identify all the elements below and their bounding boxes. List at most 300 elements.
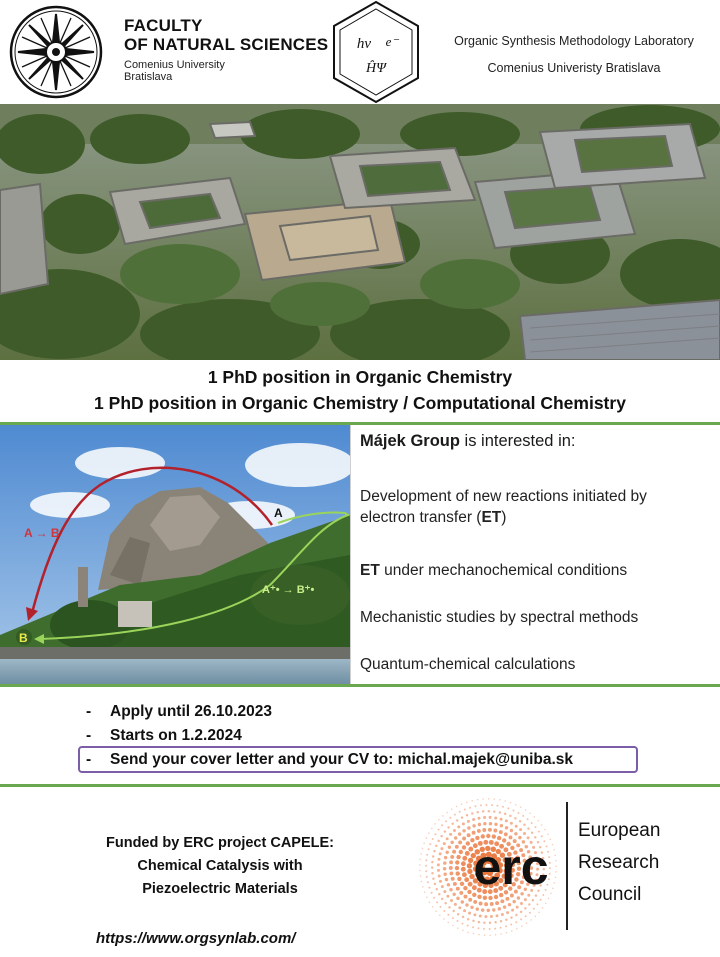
erc-dot [461, 861, 466, 866]
erc-dot [549, 862, 551, 864]
erc-dot [452, 910, 454, 912]
erc-dot [519, 828, 522, 831]
erc-dot [449, 833, 452, 836]
erc-dot [439, 914, 441, 916]
interest-item-1-line2 [360, 507, 647, 528]
faculty-sun-logo-icon [8, 4, 104, 100]
erc-dot [526, 922, 528, 924]
erc-dot [555, 860, 557, 862]
erc-dot [434, 833, 436, 835]
erc-dot [549, 873, 551, 875]
lab-logo-electron: e⁻ [385, 34, 399, 49]
erc-dot [467, 820, 470, 823]
erc-dot [460, 882, 464, 886]
erc-dot [466, 841, 470, 845]
erc-dot [535, 826, 537, 828]
erc-dot [457, 927, 459, 929]
erc-dot [504, 800, 506, 802]
erc-dot [428, 848, 430, 850]
erc-dot [545, 903, 547, 905]
erc-dot [456, 855, 460, 859]
erc-dot [477, 799, 479, 801]
erc-dot [531, 832, 533, 834]
erc-dot [471, 812, 473, 814]
erc-dot [478, 934, 480, 936]
erc-dot [500, 927, 502, 929]
erc-dot [438, 829, 440, 831]
erc-dot [455, 845, 459, 849]
erc-dot [449, 860, 453, 864]
lab-hexagon-logo-icon [326, 0, 426, 104]
aerial-campus-photo [0, 104, 720, 360]
erc-dot [485, 804, 487, 806]
erc-dot [442, 815, 444, 817]
group-name: Májek Group [360, 432, 460, 450]
erc-dot [451, 877, 455, 881]
position-2: 1 PhD position in Organic Chemistry / Computational Chemistry [94, 393, 626, 413]
erc-dot [525, 915, 527, 917]
erc-dot [467, 826, 470, 829]
erc-dot [482, 798, 484, 800]
erc-dot [500, 899, 504, 903]
erc-dot [446, 812, 448, 814]
erc-dot [512, 900, 515, 903]
erc-dot [537, 820, 539, 822]
interest-item-1-post: ) [501, 509, 507, 526]
erc-dot [449, 888, 452, 891]
erc-dot [447, 914, 449, 916]
erc-dot [515, 804, 517, 806]
erc-dot [496, 914, 499, 917]
erc-dot [532, 899, 534, 901]
erc-dot [519, 820, 521, 822]
erc-dot [536, 903, 538, 905]
erc-dot [432, 838, 434, 840]
funding-info [70, 832, 370, 901]
erc-dot [455, 860, 459, 864]
website-link[interactable]: https://www.orgsynlab.com/ [96, 930, 296, 947]
erc-dot [443, 910, 445, 912]
erc-dot [452, 850, 456, 854]
erc-dot [467, 931, 469, 933]
vertical-separator [350, 425, 351, 684]
erc-dot [484, 934, 486, 936]
positions-headline [0, 360, 720, 422]
erc-dot [523, 832, 526, 835]
erc-dot [432, 877, 434, 879]
erc-dot [505, 819, 508, 822]
erc-dot [555, 866, 557, 868]
bullet-dash-3: - [86, 751, 92, 768]
erc-dot [462, 822, 465, 825]
erc-dot [465, 851, 470, 856]
erc-dot [555, 877, 557, 879]
erc-dot [425, 859, 427, 861]
erc-dot [461, 816, 463, 818]
erc-dot [423, 842, 425, 844]
erc-dot [482, 828, 486, 832]
erc-dot [446, 837, 449, 840]
erc-dot [433, 897, 435, 899]
erc-dot [554, 882, 556, 884]
erc-dot [447, 826, 449, 828]
erc-dot [426, 854, 428, 856]
erc-dot [510, 822, 513, 825]
erc-dot [453, 882, 457, 886]
erc-dot [437, 863, 440, 866]
erc-dot [490, 915, 493, 918]
erc-dot [515, 921, 517, 923]
label-a: A [274, 506, 283, 520]
erc-dot [441, 824, 443, 826]
erc-dot [444, 856, 447, 859]
interest-item-1-pre: electron transfer ( [360, 509, 482, 526]
erc-dot [445, 820, 447, 822]
erc-dot [438, 858, 441, 861]
erc-dot [440, 835, 442, 837]
erc-dot [465, 903, 468, 906]
erc-dot [469, 807, 471, 809]
erc-dot [544, 829, 546, 831]
erc-dot [510, 924, 512, 926]
funding-line2: Chemical Catalysis with [137, 858, 303, 874]
erc-dot [451, 823, 453, 825]
erc-dot [499, 811, 501, 813]
erc-dot [487, 909, 490, 912]
erc-dot [520, 911, 522, 913]
erc-dot [492, 908, 495, 911]
erc-dot [434, 823, 436, 825]
erc-dot [433, 850, 435, 852]
erc-dot [462, 856, 467, 861]
erc-dot [510, 802, 512, 804]
green-divider-bottom [0, 784, 720, 787]
contact-email-line[interactable]: Send your cover letter and your CV to: michal.majek@uniba.sk [110, 751, 574, 768]
erc-dot [554, 854, 556, 856]
erc-dot [508, 903, 511, 906]
erc-logo-text: erc [473, 839, 549, 895]
erc-dot [472, 926, 474, 928]
erc-dot [472, 831, 476, 835]
erc-dot [483, 896, 487, 900]
erc-dot [473, 933, 475, 935]
erc-dot [493, 810, 495, 812]
erc-dot [446, 895, 449, 898]
faculty-name-line2: OF NATURAL SCIENCES [124, 35, 329, 54]
erc-dot [494, 823, 497, 826]
erc-dot [505, 918, 507, 920]
erc-dot [491, 804, 493, 806]
erc-dot [452, 893, 455, 896]
erc-dot [472, 818, 475, 821]
erc-dot [525, 809, 527, 811]
erc-dot [431, 866, 433, 868]
erc-dot [500, 818, 503, 821]
erc-dot [462, 829, 465, 832]
erc-dot [464, 877, 469, 882]
erc-dot [510, 829, 513, 832]
erc-dot [449, 871, 453, 875]
erc-dot [540, 899, 542, 901]
erc-dot [515, 825, 518, 828]
erc-dot [439, 880, 442, 883]
erc-dot [441, 898, 443, 900]
erc-dot [432, 906, 434, 908]
erc-word-research: Research [578, 852, 660, 873]
erc-dot [476, 907, 479, 910]
erc-dot [449, 866, 453, 870]
erc-dot [461, 867, 466, 872]
erc-dot [467, 869, 472, 874]
erc-dot [483, 921, 485, 923]
erc-dot [502, 806, 504, 808]
erc-dot [499, 830, 503, 834]
erc-dot [534, 915, 536, 917]
erc-dot [516, 928, 518, 930]
erc-dot [478, 921, 480, 923]
erc-dot [538, 831, 540, 833]
erc-dot [443, 842, 446, 845]
erc-dot [466, 814, 468, 816]
erc-dot [454, 903, 457, 906]
erc-dot [456, 806, 458, 808]
green-divider-middle [0, 684, 720, 687]
erc-dot [521, 925, 523, 927]
erc-dot [488, 798, 490, 800]
erc-dot [429, 901, 431, 903]
erc-dot [445, 878, 448, 881]
erc-dot [538, 911, 540, 913]
erc-dot [461, 803, 463, 805]
erc-dot [506, 932, 508, 934]
erc-dot [462, 845, 466, 849]
erc-dot [549, 867, 551, 869]
erc-dot [494, 921, 496, 923]
funding-line3: Piezoelectric Materials [142, 881, 298, 897]
lab-logo-hpsi: ĤΨ [366, 61, 386, 76]
erc-dot [432, 855, 434, 857]
erc-dot [445, 851, 448, 854]
erc-dot [488, 828, 492, 832]
erc-word-european: European [578, 820, 661, 841]
erc-dot [528, 903, 530, 905]
bullet-dash-1: - [86, 703, 92, 720]
erc-dot [473, 900, 477, 904]
castle-photo [0, 425, 350, 684]
erc-dot [517, 896, 520, 899]
erc-dot [470, 906, 473, 909]
erc-dot [464, 809, 466, 811]
erc-dot [473, 913, 476, 916]
erc-dot [456, 897, 459, 900]
erc-dot [453, 829, 456, 832]
erc-dot [518, 812, 520, 814]
position-1: 1 PhD position in Organic Chemistry [207, 367, 513, 387]
erc-dot [514, 817, 516, 819]
erc-dot [529, 912, 531, 914]
interest-item-3: Mechanistic studies by spectral methods [360, 609, 639, 626]
erc-dot [436, 888, 438, 890]
erc-dot [458, 906, 461, 909]
erc-dot [450, 855, 454, 859]
erc-dot [472, 920, 474, 922]
erc-dot [488, 896, 492, 900]
erc-dot [452, 925, 454, 927]
erc-dots-logo-icon [408, 792, 568, 942]
label-radical: A⁺• → B⁺• [262, 584, 315, 596]
erc-dot [451, 808, 453, 810]
erc-dot [552, 887, 554, 889]
lab-name: Organic Synthesis Methodology Laboratory [454, 34, 694, 48]
lab-university: Comenius Univeristy Bratislava [487, 61, 661, 75]
apply-deadline: Apply until 26.10.2023 [110, 703, 272, 720]
erc-dot [467, 833, 471, 837]
erc-dot [520, 902, 523, 905]
erc-dot [435, 845, 437, 847]
erc-dot [477, 895, 481, 899]
erc-dot [542, 907, 544, 909]
erc-dot [550, 893, 552, 895]
erc-dot [455, 866, 459, 870]
erc-dot [426, 876, 428, 878]
erc-dot [462, 930, 464, 932]
faculty-name-line1: FACULTY [124, 16, 203, 35]
erc-dot [515, 914, 517, 916]
erc-dot [426, 837, 428, 839]
erc-dot [440, 847, 443, 850]
erc-dot [431, 892, 433, 894]
erc-dot [471, 800, 473, 802]
erc-dot [489, 934, 491, 936]
erc-dot [522, 815, 524, 817]
erc-dot [458, 840, 462, 844]
erc-dot [429, 843, 431, 845]
erc-dot [484, 902, 488, 906]
erc-dot [509, 815, 511, 817]
erc-dot [467, 925, 469, 927]
erc-dot [484, 915, 487, 918]
erc-dot [452, 917, 454, 919]
erc-dot [555, 871, 557, 873]
erc-dot [493, 829, 497, 833]
erc-dot [468, 898, 472, 902]
erc-dot [448, 845, 451, 848]
interest-item-2-bold: ET [360, 562, 380, 579]
label-a-to-b: A → B [24, 526, 60, 540]
erc-dot [505, 925, 507, 927]
erc-dot [443, 918, 445, 920]
erc-dot [456, 887, 460, 891]
erc-dot [510, 916, 512, 918]
university-line1: Comenius University [124, 59, 225, 71]
faculty-university [124, 59, 225, 83]
erc-dot [506, 911, 509, 914]
erc-dot [503, 905, 506, 908]
erc-dot [457, 920, 459, 922]
erc-dot [472, 824, 475, 827]
erc-dot [494, 798, 496, 800]
erc-dot [477, 829, 481, 833]
erc-dot [495, 934, 497, 936]
erc-dot [425, 870, 427, 872]
erc-dot [443, 872, 446, 875]
erc-dot [483, 816, 486, 819]
erc-dot [435, 910, 437, 912]
erc-dot [533, 816, 535, 818]
erc-dot [478, 817, 481, 820]
erc-dot [440, 906, 442, 908]
erc-dot [504, 813, 506, 815]
erc-dot [447, 883, 450, 886]
erc-dot [463, 909, 466, 912]
erc-dot [441, 885, 444, 888]
erc-dot [490, 902, 494, 906]
erc-dot [489, 922, 491, 924]
erc-dot [463, 886, 467, 890]
erc-separator [566, 802, 568, 930]
erc-dot [494, 928, 496, 930]
erc-dot [462, 923, 464, 925]
erc-dot [447, 922, 449, 924]
erc-dot [422, 886, 424, 888]
erc-dot [457, 825, 460, 828]
erc-dot [436, 901, 438, 903]
erc-dot [454, 814, 456, 816]
erc-dot [444, 830, 446, 832]
erc-dot [419, 859, 421, 861]
erc-dot [437, 840, 439, 842]
erc-dot [511, 930, 513, 932]
erc-dot [527, 818, 529, 820]
erc-dot [461, 900, 464, 903]
erc-dot [553, 849, 555, 851]
erc-dot [489, 928, 491, 930]
erc-dot [431, 861, 433, 863]
erc-dot [462, 916, 464, 918]
erc-dot [494, 895, 498, 899]
interest-item-2-rest: under mechanochemical conditions [379, 562, 628, 579]
erc-dot [481, 908, 484, 911]
lab-logo-hv: hν [356, 36, 372, 52]
erc-dot [552, 844, 554, 846]
bullet-dash-2: - [86, 727, 92, 744]
interest-item-1-bold: ET [481, 509, 502, 526]
erc-dot [419, 864, 421, 866]
university-line2: Bratislava [124, 71, 173, 83]
erc-dot [438, 893, 440, 895]
erc-dot [505, 897, 509, 901]
erc-dot [495, 901, 499, 905]
erc-dot [482, 810, 484, 812]
erc-dot [462, 872, 467, 877]
start-date: Starts on 1.2.2024 [110, 727, 242, 744]
erc-dot [530, 919, 532, 921]
erc-dot [486, 834, 490, 838]
erc-word-council: Council [578, 884, 642, 905]
erc-dot [457, 913, 459, 915]
erc-dot [450, 899, 453, 902]
erc-dot [426, 896, 428, 898]
erc-dot [434, 883, 436, 885]
erc-dot [429, 887, 431, 889]
erc-dot [456, 819, 458, 821]
erc-dot [427, 881, 429, 883]
erc-dot [527, 827, 529, 829]
erc-dot [467, 863, 472, 868]
erc-dot [529, 813, 531, 815]
erc-dot [474, 805, 476, 807]
erc-dot [501, 913, 504, 916]
